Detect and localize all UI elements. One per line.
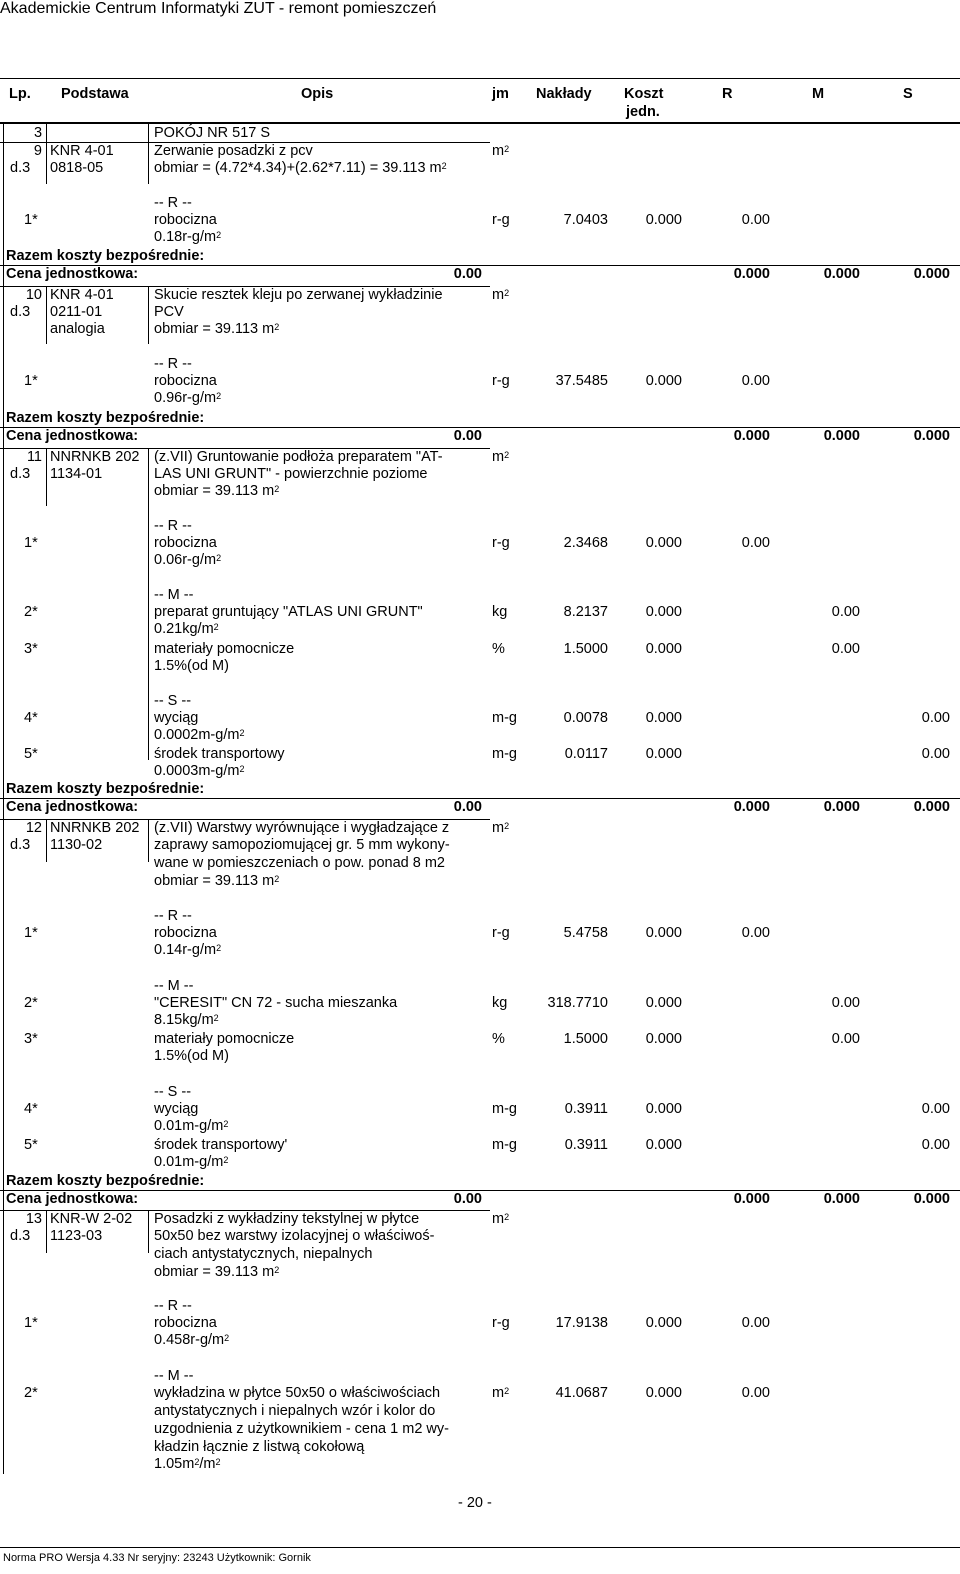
cena-r: 0.000 bbox=[733, 1191, 770, 1207]
resource-num: 1* bbox=[24, 535, 38, 551]
item-podstawa: 0818-05 bbox=[50, 160, 104, 176]
cena-m: 0.000 bbox=[823, 799, 860, 815]
resource-norm: 1.5%(od M) bbox=[154, 1048, 229, 1064]
col-s: S bbox=[903, 86, 913, 102]
item-podstawa: KNR-W 2-02 bbox=[50, 1211, 133, 1227]
item-podstawa: KNR 4-01 bbox=[50, 143, 114, 159]
resource-naklady: 2.3468 bbox=[563, 535, 608, 551]
resource-value-r: 0.00 bbox=[741, 925, 770, 941]
item-opis: Zerwanie posadzki z pcv bbox=[154, 143, 313, 159]
resource-jm: m-g bbox=[492, 1101, 517, 1117]
item-lp: 10 bbox=[25, 287, 42, 303]
item-dtag: d.3 bbox=[10, 304, 31, 320]
resource-norm: 1.5%(od M) bbox=[154, 658, 229, 674]
resource-jm: $m^2$ bbox=[492, 1385, 510, 1401]
item-opis: (z.VII) Warstwy wyrównujące i wygładzające z bbox=[154, 820, 450, 836]
resource-num: 1* bbox=[24, 212, 38, 228]
resource-num: 4* bbox=[24, 1101, 38, 1117]
resource-naklady: 0.3911 bbox=[564, 1137, 608, 1153]
resource-norm: $1.05m^2/m^2$ bbox=[154, 1456, 221, 1472]
cena-m: 0.000 bbox=[823, 266, 860, 282]
cena-label: Cena jednostkowa: bbox=[6, 1191, 139, 1207]
header-top-rule bbox=[0, 78, 960, 79]
section-number: 3 bbox=[34, 125, 43, 141]
resource-norm: $0.458r-g/m^2$ bbox=[154, 1332, 230, 1348]
razem-label: Razem koszty bezpośrednie: bbox=[6, 781, 205, 797]
col-divider bbox=[148, 122, 149, 184]
item-dtag: d.3 bbox=[10, 1228, 31, 1244]
col-divider bbox=[148, 500, 149, 760]
resource-naklady: 37.5485 bbox=[555, 373, 608, 389]
resource-jm: kg bbox=[492, 604, 508, 620]
col-m: M bbox=[812, 86, 825, 102]
resource-jm: m-g bbox=[492, 1137, 517, 1153]
header-bottom-rule bbox=[0, 122, 960, 124]
resource-name: środek transportowy bbox=[154, 746, 285, 762]
resource-group-head: -- R -- bbox=[154, 195, 192, 211]
resource-name: wyciąg bbox=[154, 1101, 199, 1117]
col-naklady: Nakłady bbox=[536, 86, 592, 102]
resource-name-cont: antystatycznych i niepalnych wzór i kolor do bbox=[154, 1403, 436, 1419]
footer-text: Norma PRO Wersja 4.33 Nr seryjny: 23243 Użytkownik: Gornik bbox=[3, 1552, 311, 1564]
item-opis: zaprawy samopoziomującej gr. 5 mm wykony- bbox=[154, 837, 450, 853]
resource-jm: % bbox=[492, 1031, 505, 1047]
cena-label: Cena jednostkowa: bbox=[6, 799, 139, 815]
resource-koszt: 0.000 bbox=[645, 1031, 682, 1047]
resource-koszt: 0.000 bbox=[645, 535, 682, 551]
resource-group-head: -- S -- bbox=[154, 693, 192, 709]
resource-norm: $0.0003m-g/m^2$ bbox=[154, 763, 245, 779]
cena-label: Cena jednostkowa: bbox=[6, 428, 139, 444]
cena-s: 0.000 bbox=[913, 428, 950, 444]
resource-jm: m-g bbox=[492, 710, 517, 726]
document-title: Akademickie Centrum Informatyki ZUT - remont pomieszczeń bbox=[0, 0, 437, 17]
resource-koszt: 0.000 bbox=[645, 925, 682, 941]
resource-norm: $0.96r-g/m^2$ bbox=[154, 390, 222, 406]
col-divider bbox=[148, 449, 149, 506]
resource-value-s: 0.00 bbox=[921, 746, 950, 762]
resource-value-m: 0.00 bbox=[831, 1031, 860, 1047]
resource-num: 5* bbox=[24, 746, 38, 762]
item-jm: $m^2$ bbox=[492, 820, 510, 836]
resource-jm: r-g bbox=[492, 925, 510, 941]
item-opis: obmiar = 39.113 $m^2$ bbox=[154, 321, 280, 337]
resource-name: robocizna bbox=[154, 1315, 217, 1331]
item-opis: obmiar = 39.113 $m^2$ bbox=[154, 873, 280, 889]
resource-num: 1* bbox=[24, 925, 38, 941]
resource-value-m: 0.00 bbox=[831, 641, 860, 657]
cena-m: 0.000 bbox=[823, 428, 860, 444]
item-jm: $m^2$ bbox=[492, 449, 510, 465]
item-dtag: d.3 bbox=[10, 466, 31, 482]
resource-group-head: -- S -- bbox=[154, 1084, 192, 1100]
resource-value-r: 0.00 bbox=[741, 373, 770, 389]
col-divider bbox=[148, 820, 149, 862]
item-opis: (z.VII) Gruntowanie podłoża preparatem "AT- bbox=[154, 449, 443, 465]
cena-label: Cena jednostkowa: bbox=[6, 266, 139, 282]
resource-naklady: 41.0687 bbox=[555, 1385, 608, 1401]
razem-label: Razem koszty bezpośrednie: bbox=[6, 410, 205, 426]
resource-naklady: 17.9138 bbox=[555, 1315, 608, 1331]
resource-jm: r-g bbox=[492, 1315, 510, 1331]
item-podstawa: NNRNKB 202 bbox=[50, 820, 140, 836]
resource-value-s: 0.00 bbox=[921, 1137, 950, 1153]
col-podstawa: Podstawa bbox=[61, 86, 129, 102]
resource-num: 1* bbox=[24, 373, 38, 389]
resource-num: 2* bbox=[24, 1385, 38, 1401]
resource-naklady: 0.0117 bbox=[564, 746, 608, 762]
resource-koszt: 0.000 bbox=[645, 1101, 682, 1117]
section-title: POKÓJ NR 517 S bbox=[154, 125, 271, 141]
resource-value-r: 0.00 bbox=[741, 535, 770, 551]
resource-jm: r-g bbox=[492, 535, 510, 551]
resource-norm: $0.01m-g/m^2$ bbox=[154, 1154, 229, 1170]
resource-group-head: -- M -- bbox=[154, 1368, 194, 1384]
col-divider bbox=[148, 1211, 149, 1253]
resource-name: "CERESIT" CN 72 - sucha mieszanka bbox=[154, 995, 398, 1011]
resource-name: materiały pomocnicze bbox=[154, 641, 295, 657]
item-jm: $m^2$ bbox=[492, 1211, 510, 1227]
resource-norm: $0.18r-g/m^2$ bbox=[154, 229, 222, 245]
cena-r: 0.000 bbox=[733, 266, 770, 282]
cena-s: 0.000 bbox=[913, 799, 950, 815]
resource-norm: $0.0002m-g/m^2$ bbox=[154, 727, 245, 743]
col-opis: Opis bbox=[301, 86, 334, 102]
col-divider bbox=[46, 449, 47, 506]
item-opis: obmiar = (4.72*4.34)+(2.62*7.11) = 39.113 $m^2$ bbox=[154, 160, 447, 176]
resource-group-head: -- R -- bbox=[154, 518, 192, 534]
resource-jm: % bbox=[492, 641, 505, 657]
resource-naklady: 0.0078 bbox=[563, 710, 608, 726]
cena-value: 0.00 bbox=[453, 266, 482, 282]
resource-norm: $0.21kg/m^2$ bbox=[154, 621, 219, 637]
item-podstawa: 1134-01 bbox=[50, 466, 103, 482]
resource-jm: kg bbox=[492, 995, 508, 1011]
cena-m: 0.000 bbox=[823, 1191, 860, 1207]
resource-name: robocizna bbox=[154, 373, 217, 389]
resource-value-s: 0.00 bbox=[921, 1101, 950, 1117]
resource-naklady: 1.5000 bbox=[563, 641, 608, 657]
item-opis: Skucie resztek kleju po zerwanej wykładzinie bbox=[154, 287, 443, 303]
col-divider bbox=[148, 287, 149, 344]
resource-naklady: 1.5000 bbox=[563, 1031, 608, 1047]
resource-jm: r-g bbox=[492, 373, 510, 389]
item-lp: 13 bbox=[25, 1211, 42, 1227]
cena-value: 0.00 bbox=[453, 1191, 482, 1207]
resource-name: preparat gruntujący "ATLAS UNI GRUNT" bbox=[154, 604, 423, 620]
resource-value-r: 0.00 bbox=[741, 1315, 770, 1331]
item-podstawa: 1123-03 bbox=[50, 1228, 103, 1244]
resource-group-head: -- M -- bbox=[154, 587, 194, 603]
resource-naklady: 5.4758 bbox=[563, 925, 608, 941]
item-podstawa: 0211-01 bbox=[50, 304, 103, 320]
resource-name: wykładzina w płytce 50x50 o właściwościach bbox=[154, 1385, 441, 1401]
item-lp: 9 bbox=[33, 143, 42, 159]
item-opis: LAS UNI GRUNT" - powierzchnie poziome bbox=[154, 466, 428, 482]
resource-koszt: 0.000 bbox=[645, 1137, 682, 1153]
footer-rule bbox=[0, 1547, 960, 1548]
col-koszt: Koszt bbox=[624, 86, 664, 102]
item-lp: 12 bbox=[25, 820, 42, 836]
resource-value-r: 0.00 bbox=[741, 212, 770, 228]
resource-num: 1* bbox=[24, 1315, 38, 1331]
item-lp: 11 bbox=[26, 449, 42, 465]
resource-jm: m-g bbox=[492, 746, 517, 762]
resource-name-cont: uzgodnienia z użytkownikiem - cena 1 m2 wy- bbox=[154, 1421, 449, 1437]
resource-jm: r-g bbox=[492, 212, 510, 228]
resource-num: 5* bbox=[24, 1137, 38, 1153]
item-dtag: d.3 bbox=[10, 837, 31, 853]
resource-norm: $0.06r-g/m^2$ bbox=[154, 552, 222, 568]
resource-norm: $0.01m-g/m^2$ bbox=[154, 1118, 229, 1134]
item-opis: ciach antystatycznych, niepalnych bbox=[154, 1246, 373, 1262]
item-dtag: d.3 bbox=[10, 160, 31, 176]
page-number: - 20 - bbox=[458, 1495, 492, 1511]
resource-name: robocizna bbox=[154, 925, 217, 941]
item-opis: PCV bbox=[154, 304, 184, 320]
resource-group-head: -- R -- bbox=[154, 1298, 192, 1314]
cena-s: 0.000 bbox=[913, 1191, 950, 1207]
col-lp: Lp. bbox=[9, 86, 31, 102]
col-divider bbox=[46, 122, 47, 184]
cena-r: 0.000 bbox=[733, 428, 770, 444]
item-podstawa: 1130-02 bbox=[50, 837, 103, 853]
resource-name: środek transportowy' bbox=[154, 1137, 288, 1153]
col-r: R bbox=[722, 86, 733, 102]
resource-koszt: 0.000 bbox=[645, 710, 682, 726]
item-opis: obmiar = 39.113 $m^2$ bbox=[154, 483, 280, 499]
item-opis: wane w pomieszczeniach o pow. ponad 8 m2 bbox=[154, 855, 445, 871]
resource-num: 3* bbox=[24, 641, 38, 657]
item-podstawa: KNR 4-01 bbox=[50, 287, 114, 303]
resource-name: robocizna bbox=[154, 212, 217, 228]
item-opis: 50x50 bez warstwy izolacyjnej o właściwoś- bbox=[154, 1228, 435, 1244]
item-opis: obmiar = 39.113 $m^2$ bbox=[154, 1264, 280, 1280]
item-opis: Posadzki z wykładziny tekstylnej w płytce bbox=[154, 1211, 420, 1227]
resource-koszt: 0.000 bbox=[645, 995, 682, 1011]
col-divider bbox=[46, 1211, 47, 1253]
item-jm: $m^2$ bbox=[492, 287, 510, 303]
item-podstawa: NNRNKB 202 bbox=[50, 449, 140, 465]
resource-koszt: 0.000 bbox=[645, 1385, 682, 1401]
resource-koszt: 0.000 bbox=[645, 641, 682, 657]
cena-s: 0.000 bbox=[913, 266, 950, 282]
resource-value-m: 0.00 bbox=[831, 995, 860, 1011]
resource-num: 3* bbox=[24, 1031, 38, 1047]
item-podstawa: analogia bbox=[50, 321, 105, 337]
resource-group-head: -- R -- bbox=[154, 356, 192, 372]
col-divider bbox=[46, 287, 47, 344]
cena-value: 0.00 bbox=[453, 428, 482, 444]
resource-naklady: 318.7710 bbox=[547, 995, 608, 1011]
resource-koszt: 0.000 bbox=[645, 604, 682, 620]
resource-koszt: 0.000 bbox=[645, 212, 682, 228]
resource-naklady: 8.2137 bbox=[563, 604, 608, 620]
resource-num: 4* bbox=[24, 710, 38, 726]
resource-group-head: -- R -- bbox=[154, 908, 192, 924]
resource-num: 2* bbox=[24, 604, 38, 620]
resource-value-r: 0.00 bbox=[741, 1385, 770, 1401]
col-jm: jm bbox=[492, 86, 509, 102]
resource-name-cont: kładzin łącznie z listwą cokołową bbox=[154, 1439, 365, 1455]
razem-label: Razem koszty bezpośrednie: bbox=[6, 1173, 205, 1189]
resource-num: 2* bbox=[24, 995, 38, 1011]
razem-label: Razem koszty bezpośrednie: bbox=[6, 248, 205, 264]
resource-value-m: 0.00 bbox=[831, 604, 860, 620]
resource-group-head: -- M -- bbox=[154, 978, 194, 994]
resource-name: robocizna bbox=[154, 535, 217, 551]
resource-norm: $8.15kg/m^2$ bbox=[154, 1012, 219, 1028]
resource-name: materiały pomocnicze bbox=[154, 1031, 295, 1047]
resource-koszt: 0.000 bbox=[645, 746, 682, 762]
resource-koszt: 0.000 bbox=[645, 373, 682, 389]
col-koszt-jedn: jedn. bbox=[626, 104, 660, 120]
resource-norm: $0.14r-g/m^2$ bbox=[154, 942, 222, 958]
col-divider bbox=[46, 820, 47, 862]
cena-r: 0.000 bbox=[733, 799, 770, 815]
item-jm: $m^2$ bbox=[492, 143, 510, 159]
resource-naklady: 7.0403 bbox=[563, 212, 608, 228]
resource-value-s: 0.00 bbox=[921, 710, 950, 726]
resource-naklady: 0.3911 bbox=[564, 1101, 608, 1117]
cena-value: 0.00 bbox=[453, 799, 482, 815]
resource-name: wyciąg bbox=[154, 710, 199, 726]
resource-koszt: 0.000 bbox=[645, 1315, 682, 1331]
